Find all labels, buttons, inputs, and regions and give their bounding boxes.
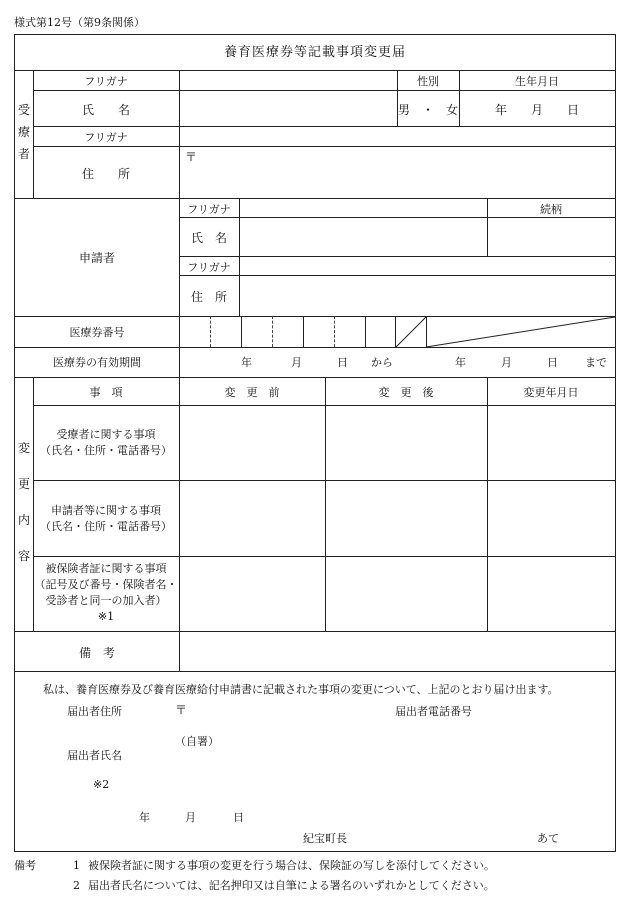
- col-after-header: 変 更 後: [378, 386, 434, 399]
- recipient-address-label: 住 所: [81, 167, 130, 181]
- declarant-phone-label: 届出者電話番号: [395, 705, 472, 718]
- note-item: 2 届出者氏名については、記名押印又は自筆による署名のいずれかとしてください。: [73, 879, 495, 892]
- postal-mark: 〒: [185, 150, 198, 164]
- validity-from: から: [371, 356, 393, 369]
- col-before-header: 変 更 前: [224, 386, 280, 399]
- applicant-label: 申請者: [78, 251, 115, 265]
- change-row-applicant: 申請者等に関する事項 （氏名・住所・電話番号）: [40, 504, 172, 533]
- declarant-name-label: 届出者氏名: [67, 749, 122, 762]
- col-date-header: 変更年月日: [523, 386, 579, 399]
- validity-day-end: 日: [547, 356, 558, 369]
- validity-month-end: 月: [501, 356, 512, 369]
- date-day: 日: [233, 811, 244, 824]
- date-month: 月: [185, 811, 196, 824]
- validity-until: まで: [585, 356, 607, 369]
- declarant-address-label: 届出者住所: [67, 705, 122, 718]
- applicant-name-label: 氏 名: [190, 231, 227, 245]
- gender-options[interactable]: 男 ・ 女: [397, 103, 458, 117]
- addressee: 紀宝町長: [303, 832, 347, 845]
- validity-label: 医療券の有効期間: [53, 356, 141, 369]
- form-title: 養育医療券等記載事項変更届: [223, 45, 406, 60]
- notes: [14, 856, 495, 896]
- birthdate-field[interactable]: 年 月 日: [494, 103, 579, 117]
- ticket-number-label: 医療券番号: [69, 326, 125, 339]
- changes-section-label: 変 更 内 容: [17, 441, 30, 563]
- form-number: 様式第12号（第9条関係）: [14, 16, 145, 29]
- change-row-recipient: 受療者に関する事項 （氏名・住所・電話番号）: [40, 428, 172, 457]
- col-item-header: 事 項: [89, 386, 123, 399]
- applicant-furigana-label: フリガナ: [187, 203, 231, 216]
- recipient-furigana2-label: フリガナ: [84, 131, 128, 144]
- date-year: 年: [139, 811, 150, 824]
- notes-label: 備考: [14, 859, 36, 872]
- change-row-insurance: 被保険者証に関する事項 （記号及び番号・保険者名・ 受診者と同一の加入者） ※1: [34, 562, 178, 623]
- signature-note: （自署）: [175, 735, 219, 748]
- birthdate-header: 生年月日: [515, 75, 559, 88]
- applicant-address-label: 住 所: [190, 290, 227, 304]
- validity-month: 月: [291, 356, 302, 369]
- declaration-statement: 私は、養育医療券及び養育医療給付申請書に記載された事項の変更について、上記のとおり届け出ます。: [43, 683, 559, 696]
- note-item: 備考 1 被保険者証に関する事項の変更を行う場合は、保険証の写しを添付してください。: [14, 856, 495, 876]
- validity-day: 日: [337, 356, 348, 369]
- relation-header: 続柄: [540, 203, 562, 216]
- declarant-postal-mark: 〒: [175, 703, 188, 717]
- note-ref-2: ※2: [93, 778, 110, 791]
- recipient-name-label: 氏 名: [81, 103, 130, 117]
- recipient-furigana-label: フリガナ: [84, 75, 128, 88]
- validity-year: 年: [241, 356, 252, 369]
- gender-header: 性別: [417, 75, 439, 88]
- recipient-section-label: 受 療 者: [17, 103, 30, 161]
- addressee-suffix: あて: [537, 832, 559, 845]
- form-frame: [14, 34, 616, 852]
- validity-year-end: 年: [455, 356, 466, 369]
- applicant-furigana2-label: フリガナ: [187, 261, 231, 274]
- remarks-label: 備 考: [78, 646, 115, 660]
